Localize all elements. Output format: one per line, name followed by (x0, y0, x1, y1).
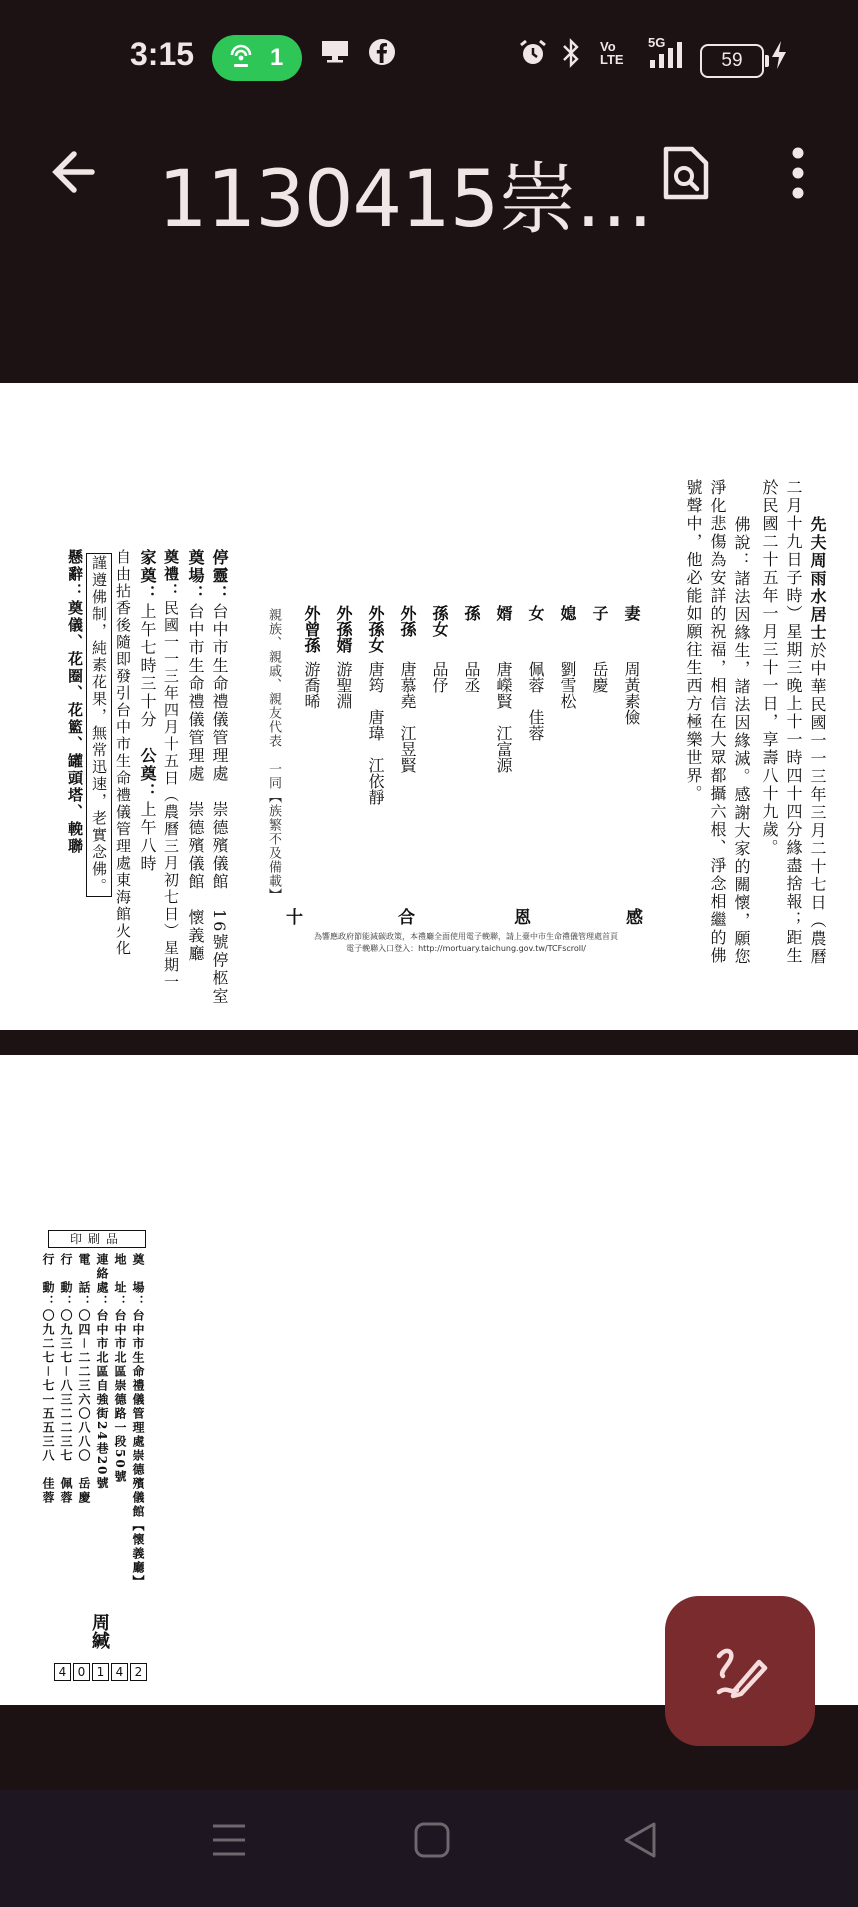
family-relation: 外孫女 (366, 605, 385, 653)
envelope-sender: 周緘 (89, 1613, 110, 1649)
battery-icon: 59 (700, 44, 764, 78)
thanks-row (282, 903, 648, 927)
venue-label: 奠場： (186, 549, 205, 603)
obituary-line-1-rest: 於中華民國一一三年三月二十七日（農曆 (808, 642, 827, 966)
obituary-line-3: 於民國二十五年一月三十一日，享壽八十九歲。 (760, 479, 779, 857)
printed-matter-label: 印刷品 (48, 1230, 146, 1248)
zip-digit: 4 (54, 1663, 71, 1681)
zip-code-boxes (54, 1663, 147, 1681)
family-relation: 孫女 (430, 605, 449, 637)
decline-label: 懸辭： (66, 549, 84, 600)
envelope-venue: 奠 場：台中市生命禮儀管理處崇德殯儀館【懷義廳】 (131, 1253, 145, 1589)
envelope-mobile-1: 行 動：〇九三七－八三二二三七 佩蓉 (59, 1253, 73, 1506)
family-names: 劉雪松 (558, 661, 577, 709)
family-names: 游喬晞 (302, 661, 321, 709)
family-relation: 女 (526, 605, 545, 621)
status-time: 3:15 (130, 36, 195, 72)
family-names: 品伃 (430, 661, 449, 693)
venue-text: 台中市生命禮儀管理處 崇德殯儀館 懷義廳 (186, 603, 205, 963)
home-icon[interactable] (412, 1820, 452, 1864)
family-relation: 媳 (558, 605, 577, 621)
wake-text: 台中市生命禮儀管理處 崇德殯儀館 16號停柩室 (210, 603, 229, 1006)
obituary-line-1 (806, 516, 828, 966)
5g-signal-icon (646, 34, 696, 79)
family-relation: 外曾孫 (302, 605, 321, 653)
family-relation: 外孫婿 (334, 605, 353, 653)
family-relation: 子 (590, 605, 609, 621)
family-relation: 婿 (494, 605, 513, 621)
wake-line (208, 549, 230, 1005)
edit-pen-icon (711, 1642, 769, 1700)
family-row (620, 605, 643, 725)
public-rite-label: 公奠： (138, 747, 157, 801)
family-names: 唐慕堯 江昱賢 (398, 661, 417, 773)
venue-line (184, 549, 206, 963)
wifi-hotspot-icon (228, 43, 254, 75)
family-row (492, 605, 515, 773)
obituary-line-2: 二月十九日子時）星期三晚上十一時四十四分緣盡捨報；距生 (784, 479, 803, 965)
document-search-icon[interactable] (660, 143, 712, 203)
thanks-char: 感 (626, 908, 643, 928)
family-relation: 妻 (622, 605, 641, 621)
decline-text: 奠儀、花圈、花籃、罐頭塔、輓聯 (66, 600, 84, 855)
hotspot-pill[interactable] (212, 35, 302, 81)
family-names: 佩蓉 佳蓉 (526, 661, 545, 741)
bluetooth-icon (560, 38, 582, 75)
back-arrow-icon[interactable] (44, 140, 108, 204)
charging-icon (770, 40, 788, 77)
family-row (524, 605, 547, 741)
thanks-char: 合 (398, 908, 415, 928)
family-relation: 孫 (462, 605, 481, 621)
envelope-phone: 電 話：〇四－二二三六〇八八〇 岳慶 (77, 1253, 91, 1506)
rite-date-line (160, 549, 182, 991)
network-label: 5G (648, 35, 666, 50)
envelope-address: 地 址：台中市北區崇德路一段50號 (113, 1253, 127, 1484)
family-row (396, 605, 419, 773)
rite-date-text: 民國一一三年四月十五日（農曆三月初七日）星期一 (162, 600, 180, 991)
system-nav-bar (0, 1790, 858, 1907)
family-row (364, 605, 387, 805)
thanks-char: 十 (286, 908, 303, 928)
zip-digit: 0 (73, 1663, 90, 1681)
note-line-1: 為響應政府節能減碳政策，本禮廳全面使用電子輓聯，請上臺中市生命禮儀管理處首頁 (314, 932, 618, 941)
decline-line (64, 549, 86, 855)
alarm-icon (518, 38, 548, 75)
family-row (332, 605, 355, 709)
edit-fab-button[interactable] (665, 1596, 815, 1746)
facebook-icon (368, 38, 396, 73)
family-rite-label: 家奠： (138, 549, 157, 603)
recent-apps-icon[interactable] (210, 1820, 248, 1864)
document-title: 1130415崇… (158, 155, 653, 245)
family-names: 唐筠 唐瑋 江依靜 (366, 661, 385, 805)
cremation-line: 自由拈香後隨即發引台中市生命禮儀管理處東海館火化 (114, 549, 132, 957)
wake-label: 停靈： (210, 549, 229, 603)
back-icon[interactable] (620, 1820, 660, 1864)
zip-digit: 4 (111, 1663, 128, 1681)
rite-date-label: 奠禮： (162, 549, 180, 600)
hotspot-count: 1 (270, 44, 284, 71)
status-bar (0, 0, 858, 115)
desktop-icon (320, 38, 350, 71)
envelope-contact: 連絡處：台中市北區自強街24巷20號 (95, 1253, 109, 1491)
deceased-name: 先夫周雨水居士 (808, 516, 827, 642)
family-row (556, 605, 579, 709)
obituary-line-6: 號聲中，他必能如願往生西方極樂世界。 (684, 479, 703, 803)
family-row (300, 605, 323, 709)
note-line-2[interactable]: 電子輓聯入口登入：http://mortuary.taichung.gov.tw/TCFscroll/ (346, 944, 586, 953)
family-rite-text: 上午七時三十分 (138, 603, 157, 747)
family-relation: 外孫 (398, 605, 417, 637)
family-names: 周黃素儉 (622, 661, 641, 725)
family-names: 唐嶸賢 江富源 (494, 661, 513, 773)
family-names: 品丞 (462, 661, 481, 693)
more-vert-icon[interactable] (780, 145, 816, 203)
rite-time-line (136, 549, 158, 873)
zip-digit: 2 (130, 1663, 147, 1681)
family-row (428, 605, 451, 693)
buddhist-notice: 謹遵佛制，純素花果，無常迅速，老實念佛。 (90, 555, 108, 895)
family-names: 游聖淵 (334, 661, 353, 709)
volte-icon: Vo LTE (600, 39, 624, 67)
family-names: 岳慶 (590, 661, 609, 693)
zip-digit: 1 (92, 1663, 109, 1681)
top-app-bar (0, 115, 858, 383)
obituary-line-5: 淨化悲傷為安詳的祝福，相信在大眾都攝六根、淨念相繼的佛 (708, 479, 727, 965)
pdf-page-1[interactable] (0, 383, 858, 1030)
e-couplet-note (285, 931, 647, 955)
family-row (460, 605, 483, 693)
public-rite-text: 上午八時 (138, 801, 157, 873)
thanks-char: 恩 (514, 908, 531, 928)
obituary-line-4: 佛說：諸法因緣生，諸法因緣滅。感謝大家的關懷，願您 (732, 516, 751, 966)
envelope-mobile-2: 行 動：〇九二七－七一五五三八 佳蓉 (41, 1253, 55, 1506)
relatives-line: 親族、親戚、親友代表 一同【族繁不及備載】 (266, 608, 281, 902)
family-row (588, 605, 611, 693)
